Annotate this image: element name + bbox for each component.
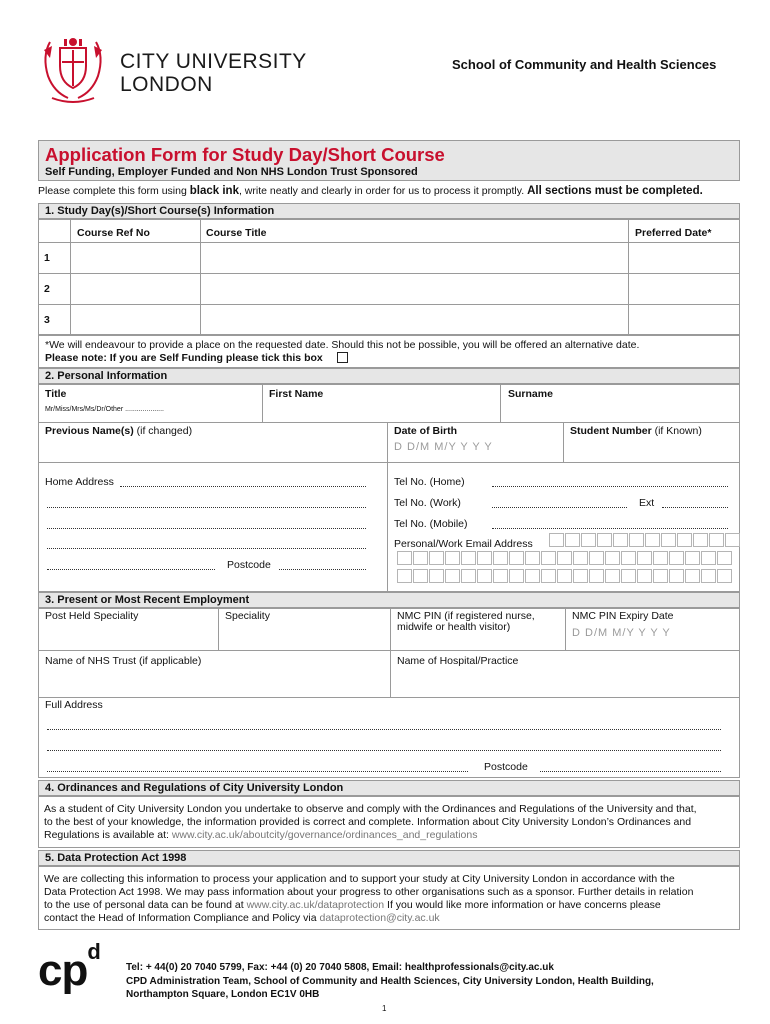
nmc-pin-field[interactable] xyxy=(391,634,564,649)
email-char-box[interactable] xyxy=(653,551,668,565)
ordinances-line-1: As a student of City University London you undertake to observe and comply with the Ordinances and Regulations of the University and that, xyxy=(44,803,697,815)
email-char-box[interactable] xyxy=(621,551,636,565)
tel-home-field[interactable] xyxy=(492,486,728,487)
email-char-box[interactable] xyxy=(445,551,460,565)
work-postcode-field[interactable] xyxy=(540,771,721,772)
tel-home-label: Tel No. (Home) xyxy=(394,476,465,488)
nmc-pin-label-1: NMC PIN (if registered nurse, xyxy=(397,610,535,622)
form-title: Application Form for Study Day/Short Course xyxy=(45,144,445,165)
email-char-box[interactable] xyxy=(413,569,428,583)
nhs-trust-field[interactable] xyxy=(39,668,389,696)
dp-line-3-text-a: to the use of personal data can be found at xyxy=(44,899,247,911)
ext-field[interactable] xyxy=(662,507,728,508)
dp-line-1: We are collecting this information to process your application and to support your study at City University London in accordance with the xyxy=(44,873,675,885)
email-char-box[interactable] xyxy=(541,551,556,565)
student-number-rest: (if Known) xyxy=(651,425,702,437)
previous-names-field[interactable] xyxy=(39,437,386,461)
course-title-1-field[interactable] xyxy=(201,243,627,272)
email-char-box[interactable] xyxy=(573,569,588,583)
email-char-box[interactable] xyxy=(461,551,476,565)
email-char-box[interactable] xyxy=(685,551,700,565)
email-char-box[interactable] xyxy=(597,533,612,547)
email-char-box[interactable] xyxy=(645,533,660,547)
post-held-label: Post Held Speciality xyxy=(45,610,139,622)
student-number-field[interactable] xyxy=(564,437,739,461)
work-address-line-3[interactable] xyxy=(47,771,468,772)
email-char-box[interactable] xyxy=(557,551,572,565)
student-number-bold: Student Number xyxy=(570,425,652,437)
cpd-logo-main: cp xyxy=(38,946,88,995)
email-char-box[interactable] xyxy=(429,569,444,583)
data-protection-link[interactable]: www.city.ac.uk/dataprotection xyxy=(246,899,385,911)
email-char-box[interactable] xyxy=(637,551,652,565)
ordinances-line-3-text: Regulations is available at: xyxy=(44,829,172,841)
tel-work-label: Tel No. (Work) xyxy=(394,497,461,509)
tel-work-field[interactable] xyxy=(492,507,627,508)
email-char-box[interactable] xyxy=(725,533,740,547)
section2-heading: 2. Personal Information xyxy=(38,368,740,384)
intro-text-c: , write neatly and clearly in order for us to process it promptly. xyxy=(238,185,528,197)
email-char-box[interactable] xyxy=(589,551,604,565)
column-preferred-date: Preferred Date* xyxy=(635,227,712,239)
email-char-box[interactable] xyxy=(629,533,644,547)
email-char-box[interactable] xyxy=(525,551,540,565)
email-char-box[interactable] xyxy=(701,569,716,583)
ordinances-line-3 xyxy=(44,829,477,843)
data-protection-email-link[interactable]: dataprotection@city.ac.uk xyxy=(319,912,440,924)
email-char-box[interactable] xyxy=(613,533,628,547)
title-label: Title xyxy=(45,388,67,400)
work-postcode-label: Postcode xyxy=(484,761,528,773)
email-char-box[interactable] xyxy=(669,551,684,565)
ordinances-line-2: to the best of your knowledge, the information provided is correct and complete. Information about City University London’s Ordinances and xyxy=(44,816,692,828)
university-crest-icon xyxy=(38,36,108,104)
university-name-line1: CITY UNIVERSITY xyxy=(120,50,307,73)
row-number-1: 1 xyxy=(44,252,50,264)
speciality-field[interactable] xyxy=(219,622,389,649)
student-number-label xyxy=(570,425,702,437)
course-title-3-field[interactable] xyxy=(201,305,627,334)
dp-line-2: Data Protection Act 1998. We may pass information about your progress to other organisations such as a sponsor. Further details in relation xyxy=(44,886,694,898)
email-char-box[interactable] xyxy=(589,569,604,583)
self-funding-checkbox[interactable] xyxy=(337,352,348,363)
column-course-title: Course Title xyxy=(206,227,267,239)
email-char-box[interactable] xyxy=(493,569,508,583)
email-char-box[interactable] xyxy=(541,569,556,583)
email-char-box[interactable] xyxy=(557,569,572,583)
ext-label: Ext xyxy=(639,497,655,509)
home-address-line-2[interactable] xyxy=(47,507,366,508)
university-name-line2: LONDON xyxy=(120,73,213,96)
university-name xyxy=(120,50,307,96)
row-number-2: 2 xyxy=(44,283,50,295)
column-course-ref: Course Ref No xyxy=(77,227,150,239)
email-char-box[interactable] xyxy=(693,533,708,547)
email-char-box[interactable] xyxy=(605,551,620,565)
page-number: 1 xyxy=(382,1004,387,1013)
email-char-box[interactable] xyxy=(653,569,668,583)
footer-line-2: CPD Administration Team, School of Community and Health Sciences, City University London, Health Building, xyxy=(126,975,654,987)
cpd-logo-sup: d xyxy=(87,939,100,965)
speciality-label: Speciality xyxy=(225,610,270,622)
email-char-box[interactable] xyxy=(549,533,564,547)
hospital-field[interactable] xyxy=(391,668,739,696)
nmc-expiry-label: NMC PIN Expiry Date xyxy=(572,610,674,622)
email-char-box[interactable] xyxy=(477,551,492,565)
home-address-line-5[interactable] xyxy=(47,569,215,570)
course-ref-2-field[interactable] xyxy=(71,274,199,303)
first-name-label: First Name xyxy=(269,388,324,400)
tel-mobile-field[interactable] xyxy=(492,528,728,529)
school-name: School of Community and Health Sciences xyxy=(452,57,717,72)
preferred-date-3-field[interactable] xyxy=(629,305,739,334)
nmc-expiry-field[interactable]: D D/M M/Y Y Y Y xyxy=(572,627,671,639)
ordinances-link[interactable]: www.city.ac.uk/aboutcity/governance/ordinances_and_regulations xyxy=(171,829,478,841)
title-options[interactable]: Mr/Miss/Mrs/Ms/Dr/Other .................... xyxy=(45,406,164,413)
email-char-box[interactable] xyxy=(605,569,620,583)
section1-heading: 1. Study Day(s)/Short Course(s) Information xyxy=(38,203,740,219)
first-name-field[interactable] xyxy=(263,400,499,421)
email-char-box[interactable] xyxy=(461,569,476,583)
email-char-box[interactable] xyxy=(509,569,524,583)
previous-names-bold: Previous Name(s) xyxy=(45,425,134,437)
preferred-date-1-field[interactable] xyxy=(629,243,739,272)
self-funding-note: Please note: If you are Self Funding please tick this box xyxy=(45,352,323,364)
email-char-box[interactable] xyxy=(621,569,636,583)
section3-heading: 3. Present or Most Recent Employment xyxy=(38,592,740,608)
alternative-date-note: *We will endeavour to provide a place on the requested date. Should this not be possible, you will be offered an alternative date. xyxy=(45,339,640,351)
email-char-box[interactable] xyxy=(397,551,412,565)
tel-mobile-label: Tel No. (Mobile) xyxy=(394,518,468,530)
home-address-label: Home Address xyxy=(45,476,114,488)
email-char-box[interactable] xyxy=(581,533,596,547)
email-char-box[interactable] xyxy=(429,551,444,565)
preferred-date-2-field[interactable] xyxy=(629,274,739,303)
cpd-logo xyxy=(38,939,100,996)
footer-contact xyxy=(126,961,654,1002)
intro-text-all-sections: All sections must be completed. xyxy=(527,185,703,197)
work-address-line-2[interactable] xyxy=(47,750,721,751)
dp-line-4 xyxy=(44,912,440,926)
email-char-box[interactable] xyxy=(709,533,724,547)
surname-label: Surname xyxy=(508,388,553,400)
nhs-trust-label: Name of NHS Trust (if applicable) xyxy=(45,655,202,667)
previous-names-label xyxy=(45,425,192,437)
email-char-box[interactable] xyxy=(701,551,716,565)
intro-text-a: Please complete this form using xyxy=(38,185,190,197)
home-address-line-3[interactable] xyxy=(47,528,366,529)
row-number-3: 3 xyxy=(44,314,50,326)
email-char-box[interactable] xyxy=(717,551,732,565)
form-subtitle: Self Funding, Employer Funded and Non NHS London Trust Sponsored xyxy=(45,166,418,178)
home-address-line-4[interactable] xyxy=(47,548,366,549)
home-postcode-label: Postcode xyxy=(227,559,271,571)
footer-line-3: Northampton Square, London EC1V 0HB xyxy=(126,989,320,1000)
email-char-box[interactable] xyxy=(677,533,692,547)
email-char-box[interactable] xyxy=(717,569,732,583)
email-char-box[interactable] xyxy=(565,533,580,547)
course-ref-1-field[interactable] xyxy=(71,243,199,272)
full-address-label: Full Address xyxy=(45,699,103,711)
post-held-field[interactable] xyxy=(39,622,217,649)
previous-names-rest: (if changed) xyxy=(133,425,193,437)
dob-field[interactable]: D D/M M/Y Y Y Y xyxy=(394,441,493,453)
intro-text-bold: black ink xyxy=(189,185,239,197)
email-label: Personal/Work Email Address xyxy=(394,538,533,550)
course-ref-3-field[interactable] xyxy=(71,305,199,334)
dp-line-3 xyxy=(44,899,661,913)
section4-heading: 4. Ordinances and Regulations of City University London xyxy=(38,780,740,796)
work-address-line-1[interactable] xyxy=(47,729,721,730)
home-postcode-field[interactable] xyxy=(279,569,366,570)
email-char-box[interactable] xyxy=(413,551,428,565)
email-char-box[interactable] xyxy=(397,569,412,583)
form-instructions xyxy=(38,185,703,197)
dp-line-3-text-b: If you would like more information or have concerns please xyxy=(384,899,661,911)
email-char-box[interactable] xyxy=(637,569,652,583)
nmc-pin-label-2: midwife or health visitor) xyxy=(397,621,511,633)
email-char-box[interactable] xyxy=(509,551,524,565)
email-char-box[interactable] xyxy=(685,569,700,583)
email-char-box[interactable] xyxy=(477,569,492,583)
email-char-box[interactable] xyxy=(445,569,460,583)
email-char-box[interactable] xyxy=(525,569,540,583)
footer-line-1: Tel: + 44(0) 20 7040 5799, Fax: +44 (0) 20 7040 5808, Email: healthprofessionals@city.ac.uk xyxy=(126,962,554,973)
email-char-box[interactable] xyxy=(573,551,588,565)
hospital-label: Name of Hospital/Practice xyxy=(397,655,519,667)
email-char-box[interactable] xyxy=(493,551,508,565)
dp-line-4-text: contact the Head of Information Compliance and Policy via xyxy=(44,912,320,924)
course-title-2-field[interactable] xyxy=(201,274,627,303)
dob-label: Date of Birth xyxy=(394,425,457,437)
surname-field[interactable] xyxy=(501,400,739,421)
email-char-box[interactable] xyxy=(669,569,684,583)
section5-heading: 5. Data Protection Act 1998 xyxy=(38,850,740,866)
email-char-box[interactable] xyxy=(661,533,676,547)
home-address-line-1[interactable] xyxy=(120,486,366,487)
